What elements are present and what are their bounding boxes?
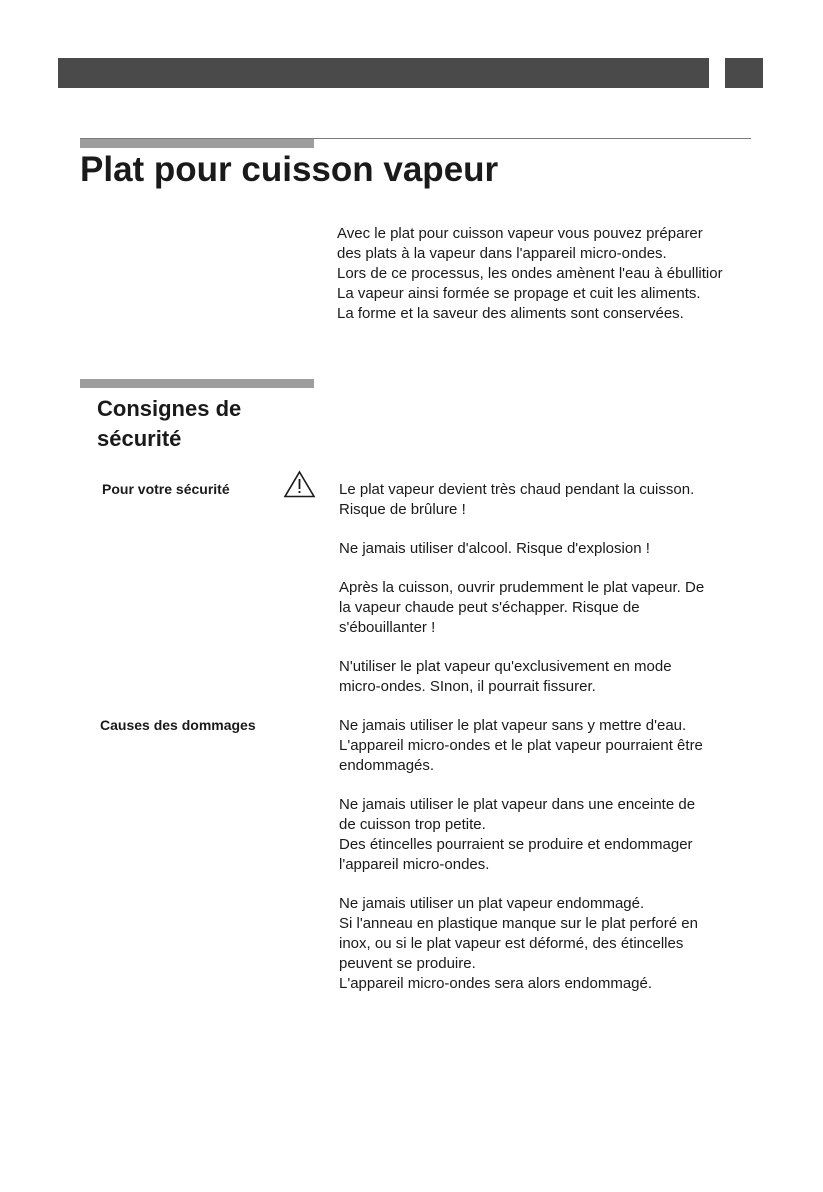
page-number-box bbox=[725, 58, 763, 88]
paragraph-line: Ne jamais utiliser le plat vapeur sans y mettre d'eau. bbox=[339, 717, 687, 734]
paragraph-line: Après la cuisson, ouvrir prudemment le plat vapeur. De bbox=[339, 579, 705, 596]
safety-paragraph bbox=[339, 578, 759, 638]
paragraph-line: s'ébouillanter ! bbox=[339, 619, 436, 636]
damage-label: Causes des dommages bbox=[100, 717, 256, 733]
damage-paragraph bbox=[339, 795, 759, 875]
safety-paragraph bbox=[339, 657, 759, 697]
damage-paragraph bbox=[339, 716, 759, 776]
section-title-line: sécurité bbox=[97, 426, 182, 451]
paragraph-line: Le plat vapeur devient très chaud pendant la cuisson. bbox=[339, 481, 695, 498]
paragraph-line: N'utiliser le plat vapeur qu'exclusivement en mode bbox=[339, 658, 672, 675]
paragraph-line: Si l'anneau en plastique manque sur le plat perforé en bbox=[339, 915, 698, 932]
paragraph-line: micro-ondes. SInon, il pourrait fissurer. bbox=[339, 678, 596, 695]
page-title: Plat pour cuisson vapeur bbox=[80, 150, 499, 189]
paragraph-line: endommagés. bbox=[339, 757, 435, 774]
damage-paragraph bbox=[339, 894, 759, 994]
paragraph-line: L'appareil micro-ondes et le plat vapeur pourraient être bbox=[339, 737, 703, 754]
header-bar bbox=[58, 58, 709, 88]
warning-triangle-icon bbox=[283, 470, 316, 498]
paragraph-line: inox, ou si le plat vapeur est déformé, des étincelles bbox=[339, 935, 684, 952]
intro-text bbox=[337, 224, 807, 324]
title-accent-bar bbox=[80, 139, 314, 148]
paragraph-line: Ne jamais utiliser le plat vapeur dans une enceinte de bbox=[339, 796, 696, 813]
section-title-line: Consignes de bbox=[97, 396, 242, 421]
intro-line: La forme et la saveur des aliments sont conservées. bbox=[337, 305, 684, 322]
intro-line: Lors de ce processus, les ondes amènent l'eau à ébullitior bbox=[337, 265, 723, 282]
paragraph-line: Des étincelles pourraient se produire et endommager bbox=[339, 836, 693, 853]
paragraph-line: Risque de brûlure ! bbox=[339, 501, 466, 518]
intro-line: Avec le plat pour cuisson vapeur vous pouvez préparer bbox=[337, 225, 703, 242]
paragraph-line: de cuisson trop petite. bbox=[339, 816, 486, 833]
paragraph-line: L'appareil micro-ondes sera alors endommagé. bbox=[339, 975, 653, 992]
intro-line: La vapeur ainsi formée se propage et cuit les aliments. bbox=[337, 285, 701, 302]
safety-paragraph bbox=[339, 539, 759, 559]
paragraph-line: Ne jamais utiliser un plat vapeur endommagé. bbox=[339, 895, 645, 912]
safety-label: Pour votre sécurité bbox=[102, 481, 230, 497]
safety-paragraph bbox=[339, 480, 759, 520]
section-accent-bar bbox=[80, 379, 314, 388]
section-title bbox=[97, 394, 241, 454]
paragraph-line: la vapeur chaude peut s'échapper. Risque de bbox=[339, 599, 640, 616]
intro-line: des plats à la vapeur dans l'appareil micro-ondes. bbox=[337, 245, 667, 262]
paragraph-line: peuvent se produire. bbox=[339, 955, 476, 972]
paragraph-line: l'appareil micro-ondes. bbox=[339, 856, 490, 873]
paragraph-line: Ne jamais utiliser d'alcool. Risque d'explosion ! bbox=[339, 540, 650, 557]
